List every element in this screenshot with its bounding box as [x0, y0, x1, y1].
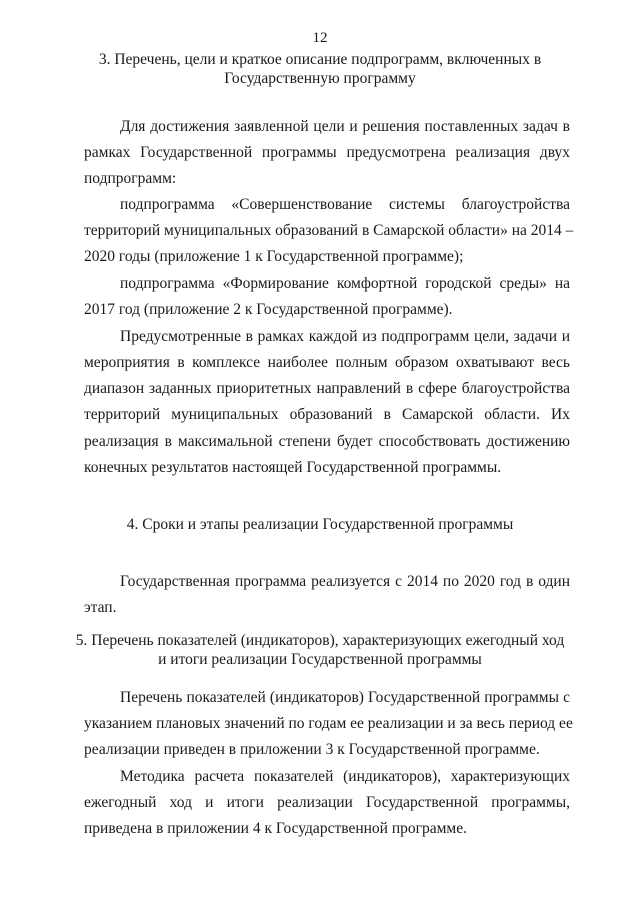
- paragraph-line: 2020 годы (приложение 1 к Государственной программе);: [84, 248, 464, 265]
- paragraph-line: рамках Государственной программы предусмотрена реализация двух: [84, 144, 570, 161]
- paragraph-line: реализации приведен в приложении 3 к Государственной программе.: [84, 741, 540, 758]
- paragraph-line: подпрограмм:: [84, 170, 177, 187]
- paragraph-line: указанием плановых значений по годам ее реализации и за весь период ее: [84, 715, 573, 732]
- paragraph-line: диапазон заданных приоритетных направлений в сфере благоустройства: [84, 380, 570, 397]
- paragraph-line: подпрограмма «Совершенствование системы благоустройства: [120, 196, 570, 213]
- page-number: 12: [312, 30, 328, 46]
- paragraph-line: территорий муниципальных образований в Самарской области. Их: [84, 406, 570, 423]
- section3-heading-line2: Государственную программу: [224, 70, 416, 87]
- paragraph-line: Для достижения заявленной цели и решения поставленных задач в: [120, 118, 570, 135]
- section5-heading-line1: 5. Перечень показателей (индикаторов), характеризующих ежегодный ход: [75, 632, 565, 649]
- paragraph-line: Государственная программа реализуется с 2014 по 2020 год в один: [120, 573, 570, 590]
- paragraph-line: территорий муниципальных образований в Самарской области» на 2014 –: [84, 222, 574, 239]
- paragraph-line: подпрограмма «Формирование комфортной городской среды» на: [120, 275, 570, 292]
- paragraph-line: этап.: [84, 599, 117, 616]
- paragraph-line: конечных результатов настоящей Государственной программы.: [84, 459, 502, 476]
- paragraph-line: Перечень показателей (индикаторов) Государственной программы с: [120, 689, 570, 706]
- section3-heading-line1: 3. Перечень, цели и краткое описание подпрограмм, включенных в: [98, 51, 542, 68]
- section4-heading: 4. Сроки и этапы реализации Государственной программы: [126, 516, 514, 533]
- paragraph-line: мероприятия в комплексе наиболее полным образом охватывают весь: [84, 354, 570, 371]
- paragraph-line: 2017 год (приложение 2 к Государственной программе).: [84, 301, 453, 318]
- paragraph-line: ежегодный ход и итоги реализации Государственной программы,: [84, 794, 570, 811]
- paragraph-line: Методика расчета показателей (индикаторов), характеризующих: [120, 768, 570, 785]
- paragraph-line: Предусмотренные в рамках каждой из подпрограмм цели, задачи и: [120, 328, 570, 345]
- paragraph-line: приведена в приложении 4 к Государственной программе.: [84, 820, 467, 837]
- paragraph-line: реализация в максимальной степени будет способствовать достижению: [84, 433, 570, 450]
- section5-heading-line2: и итоги реализации Государственной программы: [158, 651, 482, 668]
